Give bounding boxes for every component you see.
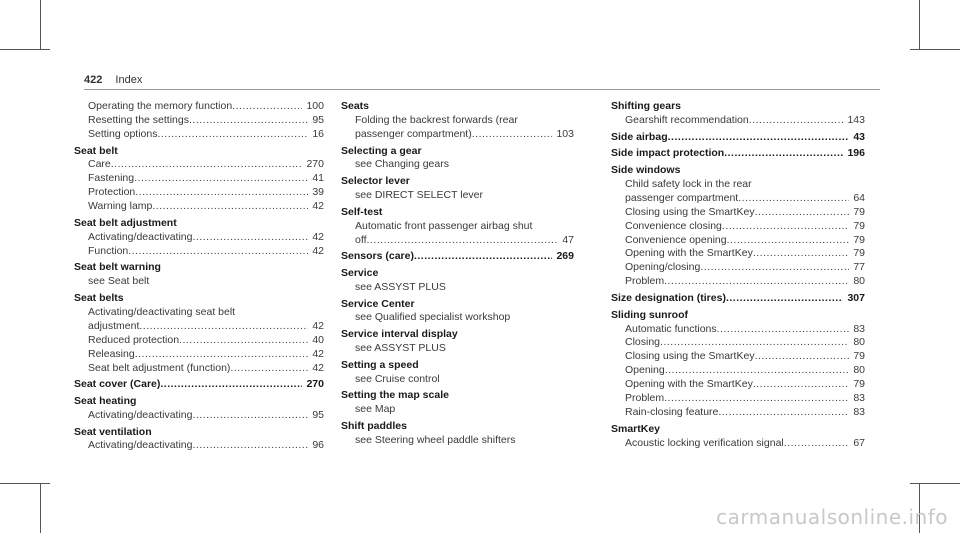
index-heading (611, 164, 865, 178)
index-heading (341, 206, 574, 220)
sub-entry (74, 362, 324, 376)
crop-mark (0, 49, 50, 50)
page-ref[interactable]: 80 (853, 275, 865, 288)
dot-leader (179, 334, 308, 348)
index-term: Seat belt warning (74, 261, 161, 274)
page-ref[interactable]: 79 (853, 219, 865, 232)
page-ref[interactable]: 42 (312, 244, 324, 257)
index-entry (611, 147, 865, 161)
sub-entry (74, 172, 324, 186)
index-entry (341, 145, 574, 173)
sub-entry-line (341, 220, 574, 234)
sub-entry-term: Releasing (88, 347, 135, 360)
sub-entry (611, 275, 865, 289)
page-ref[interactable]: 307 (847, 291, 865, 304)
sub-entry (74, 186, 324, 200)
index-heading (341, 175, 574, 189)
sub-entry-term: Seat belt adjustment (function) (88, 361, 231, 374)
sub-entry (611, 350, 865, 364)
index-entry (341, 100, 574, 142)
dot-leader (232, 100, 302, 114)
sub-entry-term: Activating/deactivating seat belt (88, 305, 236, 318)
sub-entry-term: Gearshift recommendation (625, 113, 749, 126)
dot-leader (724, 147, 843, 161)
sub-entry-term: Convenience closing (625, 219, 722, 232)
dot-leader (230, 362, 308, 376)
dot-leader (668, 131, 850, 145)
sub-entry-term-cont: passenger compartment) (355, 127, 472, 140)
sub-entry (341, 128, 574, 142)
dot-leader (755, 206, 850, 220)
index-heading (74, 261, 324, 275)
index-term: Seat heating (74, 394, 137, 407)
page-ref[interactable]: 47 (562, 233, 574, 246)
sub-entry (74, 439, 324, 453)
sub-entry-term: Opening/closing (625, 261, 701, 274)
page-ref[interactable]: 83 (853, 406, 865, 419)
page-ref[interactable]: 42 (312, 361, 324, 374)
dot-leader (152, 200, 308, 214)
crop-mark (40, 0, 41, 50)
dot-leader (665, 364, 850, 378)
index-heading (611, 147, 865, 161)
crop-mark (0, 483, 50, 484)
index-term: Side impact protection (611, 147, 725, 160)
page-ref[interactable]: 39 (312, 186, 324, 199)
dot-leader (192, 409, 308, 423)
index-entry (341, 206, 574, 248)
sub-entry (611, 437, 865, 451)
see-reference[interactable]: see ASSYST PLUS (355, 342, 446, 355)
index-entry (74, 378, 324, 392)
cross-reference (341, 189, 574, 203)
crop-mark (910, 49, 960, 50)
cross-reference (341, 403, 574, 417)
index-entry (611, 164, 865, 289)
index-term: Size designation (tires) (611, 291, 726, 304)
dot-leader (160, 378, 302, 392)
sub-entry-term-cont: passenger compartment (625, 191, 739, 204)
sub-entry-term: Opening with the SmartKey (625, 247, 753, 260)
index-entry (341, 175, 574, 203)
sub-entry-line (341, 114, 574, 128)
sub-entry-term: Protection (88, 186, 136, 199)
sub-entry (74, 245, 324, 259)
dot-leader (192, 439, 308, 453)
sub-entry-term: Closing using the SmartKey (625, 205, 755, 218)
dot-leader (726, 292, 844, 306)
index-heading (611, 292, 865, 306)
sub-entry (611, 378, 865, 392)
dot-leader (700, 261, 849, 275)
sub-entry-term: Acoustic locking verification signal (625, 436, 784, 449)
dot-leader (664, 392, 849, 406)
page-ref[interactable]: 79 (853, 247, 865, 260)
index-heading (341, 100, 574, 114)
sub-entry-term-cont: adjustment (88, 319, 140, 332)
index-entry (611, 423, 865, 451)
see-reference[interactable]: see Qualified specialist workshop (355, 311, 511, 324)
index-term: Sliding sunroof (611, 308, 688, 321)
index-term: Selector lever (341, 175, 410, 188)
sub-entry (611, 364, 865, 378)
dot-leader (189, 114, 308, 128)
dot-leader (664, 275, 849, 289)
index-term: Seat ventilation (74, 425, 152, 438)
index-column-1 (74, 100, 324, 456)
cross-reference (74, 275, 324, 289)
cross-reference (341, 311, 574, 325)
sub-entry (611, 234, 865, 248)
sub-entry (341, 234, 574, 248)
index-term: Seat cover (Care) (74, 378, 161, 391)
sub-entry (611, 192, 865, 206)
sub-entry-term: Fastening (88, 172, 135, 185)
crop-mark (910, 483, 960, 484)
sub-entry-term: Problem (625, 275, 665, 288)
cross-reference (341, 158, 574, 172)
page-ref[interactable]: 42 (312, 230, 324, 243)
index-entry (74, 292, 324, 375)
sub-entry-term: Function (88, 244, 129, 257)
sub-entry-term: Convenience opening (625, 233, 727, 246)
index-term: Shifting gears (611, 100, 682, 112)
page-ref[interactable]: 16 (312, 127, 324, 140)
index-term: Seat belts (74, 291, 124, 304)
dot-leader (134, 172, 308, 186)
sub-entry-line (74, 306, 324, 320)
index-term: Service (341, 266, 379, 279)
dot-leader (135, 186, 308, 200)
dot-leader (414, 250, 553, 264)
index-heading (341, 250, 574, 264)
header-rule (84, 89, 880, 90)
index-entry (74, 261, 324, 289)
crop-mark (40, 483, 41, 533)
page-ref[interactable]: 96 (312, 439, 324, 452)
sub-entry-term: Activating/deactivating (88, 230, 193, 243)
page-ref[interactable]: 95 (312, 113, 324, 126)
dot-leader (192, 231, 308, 245)
sub-entry (74, 114, 324, 128)
index-heading (74, 217, 324, 231)
page-ref[interactable]: 196 (847, 147, 865, 160)
index-heading (341, 145, 574, 159)
page-ref[interactable]: 83 (853, 322, 865, 335)
dot-leader (727, 234, 850, 248)
page-ref[interactable]: 77 (853, 261, 865, 274)
sub-entry-term-cont: off (355, 233, 367, 246)
index-term: Seat belt (74, 144, 118, 157)
sub-entry (611, 392, 865, 406)
page-ref[interactable]: 42 (312, 200, 324, 213)
cross-reference (341, 342, 574, 356)
dot-leader (755, 350, 850, 364)
cross-reference (341, 281, 574, 295)
index-entry (611, 100, 865, 128)
index-term: Service Center (341, 297, 415, 310)
sub-entry-term: Warning lamp (88, 200, 153, 213)
page-header (84, 74, 142, 86)
index-entry (341, 250, 574, 264)
sub-entry (74, 200, 324, 214)
sub-entry (611, 114, 865, 128)
index-term: SmartKey (611, 422, 661, 435)
index-entry (341, 328, 574, 356)
crop-mark (919, 0, 920, 50)
sub-entry-term: Opening with the SmartKey (625, 378, 753, 391)
sub-entry (611, 261, 865, 275)
dot-leader (784, 437, 850, 451)
page-section-title: Index (115, 74, 143, 86)
index-heading (74, 292, 324, 306)
index-entry (74, 100, 324, 142)
index-heading (341, 298, 574, 312)
index-term: Seat belt adjustment (74, 216, 177, 229)
index-heading (611, 309, 865, 323)
index-term: Sensors (care) (341, 250, 414, 263)
sub-entry (74, 100, 324, 114)
sub-entry (611, 323, 865, 337)
sub-entry (611, 206, 865, 220)
index-entry (611, 131, 865, 145)
sub-entry-term: Setting options (88, 127, 158, 140)
index-entry (341, 420, 574, 448)
see-reference[interactable]: see ASSYST PLUS (355, 280, 446, 293)
index-heading (341, 359, 574, 373)
page-ref[interactable]: 43 (853, 130, 865, 143)
page-ref[interactable]: 79 (853, 378, 865, 391)
dot-leader (366, 234, 558, 248)
dot-leader (749, 114, 844, 128)
page-number: 422 (84, 74, 103, 86)
index-entry (341, 298, 574, 326)
sub-entry (74, 231, 324, 245)
index-entry (74, 217, 324, 259)
dot-leader (722, 220, 849, 234)
page-ref[interactable]: 79 (853, 233, 865, 246)
sub-entry-term: Automatic functions (625, 322, 717, 335)
page-ref[interactable]: 270 (306, 158, 324, 171)
index-term: Setting a speed (341, 358, 419, 371)
dot-leader (660, 336, 849, 350)
dot-leader (157, 128, 308, 142)
index-heading (74, 426, 324, 440)
index-term: Seats (341, 100, 370, 112)
index-heading (74, 378, 324, 392)
page-ref[interactable]: 64 (853, 191, 865, 204)
dot-leader (139, 320, 308, 334)
cross-reference (341, 373, 574, 387)
index-entry (74, 395, 324, 423)
see-reference[interactable]: see DIRECT SELECT lever (355, 189, 483, 202)
page-ref[interactable]: 42 (312, 319, 324, 332)
sub-entry-term: Closing (625, 336, 661, 349)
dot-leader (472, 128, 553, 142)
dot-leader (753, 247, 849, 261)
sub-entry-term: Activating/deactivating (88, 439, 193, 452)
dot-leader (128, 245, 308, 259)
index-entry (341, 389, 574, 417)
sub-entry-term: Rain-closing feature (625, 406, 719, 419)
cross-reference (341, 434, 574, 448)
sub-entry (74, 334, 324, 348)
page-ref[interactable]: 100 (306, 100, 324, 112)
see-reference[interactable]: see Cruise control (355, 372, 440, 385)
sub-entry-line (611, 178, 865, 192)
index-term: Side windows (611, 164, 681, 177)
page-ref[interactable]: 80 (853, 364, 865, 377)
sub-entry (611, 406, 865, 420)
watermark: carmanualsonline.info (716, 505, 948, 529)
index-term: Self-test (341, 205, 383, 218)
page-ref[interactable]: 80 (853, 336, 865, 349)
index-entry (611, 292, 865, 306)
sub-entry-term: Child safety lock in the rear (625, 177, 752, 190)
index-heading (611, 131, 865, 145)
index-column-2 (341, 100, 574, 451)
page-ref[interactable]: 83 (853, 392, 865, 405)
index-term: Service interval display (341, 328, 458, 341)
page-ref[interactable]: 103 (556, 127, 574, 140)
index-term: Selecting a gear (341, 144, 422, 157)
sub-entry-term: Opening (625, 364, 665, 377)
sub-entry-term: Closing using the SmartKey (625, 350, 755, 363)
sub-entry (74, 348, 324, 362)
sub-entry (74, 320, 324, 334)
sub-entry-term: Folding the backrest forwards (rear (355, 113, 518, 126)
page-ref[interactable]: 143 (847, 113, 865, 126)
dot-leader (717, 323, 850, 337)
dot-leader (753, 378, 849, 392)
page-ref[interactable]: 67 (853, 436, 865, 449)
page-ref[interactable]: 95 (312, 408, 324, 421)
page-ref[interactable]: 41 (312, 172, 324, 185)
sub-entry-term: Resetting the settings (88, 113, 189, 126)
index-entry (74, 426, 324, 454)
page-ref[interactable]: 40 (312, 333, 324, 346)
page-ref[interactable]: 79 (853, 205, 865, 218)
index-heading (341, 328, 574, 342)
index-heading (74, 145, 324, 159)
sub-entry (611, 336, 865, 350)
dot-leader (111, 158, 303, 172)
index-term: Setting the map scale (341, 389, 449, 402)
index-heading (341, 420, 574, 434)
dot-leader (718, 406, 849, 420)
sub-entry-term: Reduced protection (88, 333, 180, 346)
index-heading (341, 267, 574, 281)
see-reference[interactable]: see Map (355, 403, 396, 416)
sub-entry (74, 128, 324, 142)
page-ref[interactable]: 269 (556, 250, 574, 263)
sub-entry-term: Problem (625, 392, 665, 405)
sub-entry-term: Activating/deactivating (88, 408, 193, 421)
index-term: Shift paddles (341, 420, 407, 432)
sub-entry-term: Automatic front passenger airbag shut (355, 219, 533, 232)
index-column-3 (611, 100, 865, 453)
see-reference[interactable]: see Seat belt (88, 275, 150, 288)
see-reference[interactable]: see Steering wheel paddle shifters (355, 433, 516, 446)
page-ref[interactable]: 270 (306, 378, 324, 391)
index-entry (611, 309, 865, 420)
sub-entry-term: Care (88, 158, 111, 171)
index-heading (341, 389, 574, 403)
sub-entry (611, 220, 865, 234)
page-ref[interactable]: 42 (312, 347, 324, 360)
index-heading (611, 100, 865, 114)
index-entry (341, 267, 574, 295)
see-reference[interactable]: see Changing gears (355, 158, 449, 171)
sub-entry (74, 409, 324, 423)
index-heading (74, 395, 324, 409)
dot-leader (738, 192, 849, 206)
index-term: Side airbag (611, 130, 668, 143)
sub-entry (74, 158, 324, 172)
dot-leader (135, 348, 309, 362)
index-entry (74, 145, 324, 215)
sub-entry (611, 247, 865, 261)
index-heading (611, 423, 865, 437)
index-entry (341, 359, 574, 387)
page-ref[interactable]: 79 (853, 350, 865, 363)
sub-entry-term: Operating the memory function (88, 100, 233, 112)
